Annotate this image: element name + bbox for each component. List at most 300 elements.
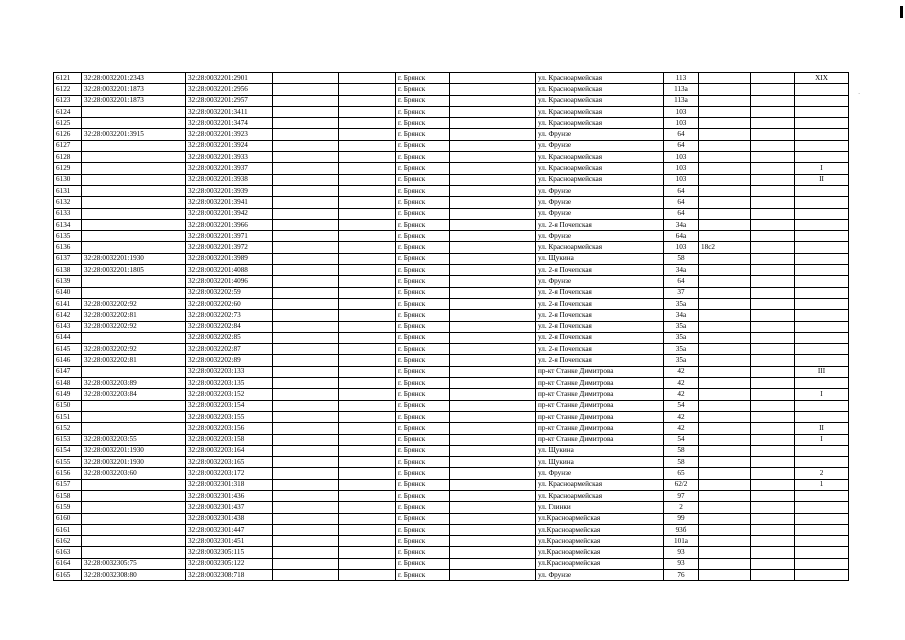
empty-cell-b xyxy=(339,547,396,558)
empty-cell-c xyxy=(450,434,536,445)
row-number-cell: 6158 xyxy=(54,490,82,501)
house-number-cell: 103 xyxy=(664,174,699,185)
parent-cadastral-number-cell: 32:28:0032305:75 xyxy=(82,558,186,569)
cadastral-number-cell: 32:28:0032201:3924 xyxy=(186,140,273,151)
table-row xyxy=(54,321,849,332)
street-cell: ул. Красноармейская xyxy=(536,106,664,117)
table-row xyxy=(54,344,849,355)
row-number-cell: 6123 xyxy=(54,95,82,106)
parent-cadastral-number-cell: 32:28:0032203:55 xyxy=(82,434,186,445)
empty-cell-c xyxy=(450,502,536,513)
parent-cadastral-number-cell: 32:28:0032201:1930 xyxy=(82,445,186,456)
row-number-cell: 6155 xyxy=(54,457,82,468)
empty-cell-c xyxy=(450,95,536,106)
table-row xyxy=(54,479,849,490)
cadastral-number-cell: 32:28:0032308:718 xyxy=(186,570,273,581)
apartment-cell: II xyxy=(795,423,849,434)
parent-cadastral-number-cell xyxy=(82,276,186,287)
cadastral-number-cell: 32:28:0032201:3923 xyxy=(186,129,273,140)
cadastral-number-cell: 32:28:0032203:155 xyxy=(186,411,273,422)
row-number-cell: 6140 xyxy=(54,287,82,298)
empty-cell-c xyxy=(450,152,536,163)
apartment-cell xyxy=(795,490,849,501)
apartment-cell xyxy=(795,253,849,264)
city-cell: г. Брянск xyxy=(396,208,450,219)
table-row xyxy=(54,524,849,535)
city-cell: г. Брянск xyxy=(396,558,450,569)
empty-cell-c xyxy=(450,468,536,479)
table-row xyxy=(54,253,849,264)
empty-cell-a xyxy=(273,95,339,106)
empty-cell-b xyxy=(339,536,396,547)
empty-cell-a xyxy=(273,524,339,535)
empty-cell-d xyxy=(751,129,795,140)
empty-cell-b xyxy=(339,197,396,208)
city-cell: г. Брянск xyxy=(396,310,450,321)
cadastral-number-cell: 32:28:0032203:152 xyxy=(186,389,273,400)
row-number-cell: 6124 xyxy=(54,106,82,117)
cadastral-number-cell: 32:28:0032203:133 xyxy=(186,366,273,377)
building-cell xyxy=(699,400,751,411)
table-row xyxy=(54,73,849,84)
cadastral-number-cell: 32:28:0032201:3942 xyxy=(186,208,273,219)
table-row xyxy=(54,558,849,569)
empty-cell-d xyxy=(751,434,795,445)
house-number-cell: 64а xyxy=(664,231,699,242)
table-row xyxy=(54,355,849,366)
empty-cell-b xyxy=(339,95,396,106)
empty-cell-a xyxy=(273,332,339,343)
parent-cadastral-number-cell xyxy=(82,479,186,490)
house-number-cell: 113а xyxy=(664,95,699,106)
row-number-cell: 6160 xyxy=(54,513,82,524)
city-cell: г. Брянск xyxy=(396,321,450,332)
apartment-cell: XIX xyxy=(795,73,849,84)
apartment-cell xyxy=(795,118,849,129)
building-cell xyxy=(699,389,751,400)
house-number-cell: 76 xyxy=(664,570,699,581)
cadastral-number-cell: 32:28:0032202:73 xyxy=(186,310,273,321)
empty-cell-d xyxy=(751,140,795,151)
empty-cell-d xyxy=(751,355,795,366)
parent-cadastral-number-cell xyxy=(82,502,186,513)
empty-cell-a xyxy=(273,242,339,253)
building-cell xyxy=(699,118,751,129)
empty-cell-a xyxy=(273,231,339,242)
street-cell: ул. Красноармейская xyxy=(536,84,664,95)
table-row xyxy=(54,140,849,151)
empty-cell-c xyxy=(450,423,536,434)
street-cell: ул. Красноармейская xyxy=(536,152,664,163)
parent-cadastral-number-cell xyxy=(82,332,186,343)
apartment-cell xyxy=(795,558,849,569)
cadastral-number-cell: 32:28:0032201:2957 xyxy=(186,95,273,106)
street-cell: ул. 2-я Почепская xyxy=(536,219,664,230)
street-cell: ул. Красноармейская xyxy=(536,242,664,253)
parent-cadastral-number-cell: 32:28:0032308:80 xyxy=(82,570,186,581)
city-cell: г. Брянск xyxy=(396,197,450,208)
row-number-cell: 6148 xyxy=(54,378,82,389)
city-cell: г. Брянск xyxy=(396,513,450,524)
house-number-cell: 97 xyxy=(664,490,699,501)
house-number-cell: 65 xyxy=(664,468,699,479)
street-cell: ул. 2-я Почепская xyxy=(536,344,664,355)
parent-cadastral-number-cell: 32:28:0032201:1930 xyxy=(82,457,186,468)
empty-cell-d xyxy=(751,366,795,377)
apartment-cell xyxy=(795,84,849,95)
house-number-cell: 58 xyxy=(664,253,699,264)
street-cell: ул. Красноармейская xyxy=(536,174,664,185)
apartment-cell xyxy=(795,536,849,547)
empty-cell-d xyxy=(751,242,795,253)
empty-cell-d xyxy=(751,321,795,332)
row-number-cell: 6137 xyxy=(54,253,82,264)
row-number-cell: 6130 xyxy=(54,174,82,185)
row-number-cell: 6159 xyxy=(54,502,82,513)
empty-cell-d xyxy=(751,174,795,185)
cadastral-number-cell: 32:28:0032201:3933 xyxy=(186,152,273,163)
street-cell: пр-кт Станке Димитрова xyxy=(536,378,664,389)
row-number-cell: 6131 xyxy=(54,185,82,196)
table-row xyxy=(54,513,849,524)
city-cell: г. Брянск xyxy=(396,445,450,456)
empty-cell-d xyxy=(751,423,795,434)
cadastral-number-cell: 32:28:0032305:122 xyxy=(186,558,273,569)
empty-cell-a xyxy=(273,479,339,490)
building-cell xyxy=(699,298,751,309)
city-cell: г. Брянск xyxy=(396,231,450,242)
building-cell xyxy=(699,332,751,343)
empty-cell-a xyxy=(273,502,339,513)
empty-cell-b xyxy=(339,445,396,456)
house-number-cell: 35а xyxy=(664,355,699,366)
empty-cell-b xyxy=(339,253,396,264)
house-number-cell: 64 xyxy=(664,129,699,140)
row-number-cell: 6161 xyxy=(54,524,82,535)
parent-cadastral-number-cell xyxy=(82,366,186,377)
empty-cell-b xyxy=(339,231,396,242)
empty-cell-d xyxy=(751,536,795,547)
city-cell: г. Брянск xyxy=(396,536,450,547)
apartment-cell: 2 xyxy=(795,468,849,479)
apartment-cell xyxy=(795,457,849,468)
empty-cell-b xyxy=(339,502,396,513)
empty-cell-c xyxy=(450,118,536,129)
city-cell: г. Брянск xyxy=(396,366,450,377)
apartment-cell xyxy=(795,95,849,106)
street-cell: пр-кт Станке Димитрова xyxy=(536,434,664,445)
street-cell: ул.Красноармейская xyxy=(536,536,664,547)
city-cell: г. Брянск xyxy=(396,389,450,400)
empty-cell-b xyxy=(339,389,396,400)
empty-cell-d xyxy=(751,219,795,230)
house-number-cell: 103 xyxy=(664,163,699,174)
building-cell xyxy=(699,502,751,513)
empty-cell-b xyxy=(339,570,396,581)
street-cell: ул. Красноармейская xyxy=(536,73,664,84)
cadastral-number-cell: 32:28:0032203:156 xyxy=(186,423,273,434)
empty-cell-c xyxy=(450,208,536,219)
row-number-cell: 6162 xyxy=(54,536,82,547)
house-number-cell: 37 xyxy=(664,287,699,298)
row-number-cell: 6134 xyxy=(54,219,82,230)
empty-cell-c xyxy=(450,242,536,253)
parent-cadastral-number-cell: 32:28:0032201:1930 xyxy=(82,253,186,264)
parent-cadastral-number-cell: 32:28:0032202:81 xyxy=(82,310,186,321)
parent-cadastral-number-cell xyxy=(82,185,186,196)
empty-cell-a xyxy=(273,163,339,174)
table-row xyxy=(54,445,849,456)
cadastral-number-cell: 32:28:0032202:60 xyxy=(186,298,273,309)
parent-cadastral-number-cell xyxy=(82,152,186,163)
building-cell xyxy=(699,276,751,287)
house-number-cell: 113 xyxy=(664,73,699,84)
row-number-cell: 6136 xyxy=(54,242,82,253)
empty-cell-d xyxy=(751,231,795,242)
empty-cell-b xyxy=(339,276,396,287)
house-number-cell: 93б xyxy=(664,524,699,535)
empty-cell-c xyxy=(450,287,536,298)
row-number-cell: 6163 xyxy=(54,547,82,558)
cadastral-number-cell: 32:28:0032201:3411 xyxy=(186,106,273,117)
apartment-cell xyxy=(795,378,849,389)
cadastral-number-cell: 32:28:0032201:3971 xyxy=(186,231,273,242)
table-row xyxy=(54,490,849,501)
apartment-cell: I xyxy=(795,163,849,174)
parent-cadastral-number-cell xyxy=(82,411,186,422)
house-number-cell: 42 xyxy=(664,411,699,422)
city-cell: г. Брянск xyxy=(396,73,450,84)
empty-cell-d xyxy=(751,524,795,535)
empty-cell-d xyxy=(751,479,795,490)
building-cell xyxy=(699,310,751,321)
street-cell: ул. Красноармейская xyxy=(536,490,664,501)
row-number-cell: 6144 xyxy=(54,332,82,343)
city-cell: г. Брянск xyxy=(396,185,450,196)
street-cell: ул. Фрунзе xyxy=(536,185,664,196)
empty-cell-d xyxy=(751,106,795,117)
row-number-cell: 6129 xyxy=(54,163,82,174)
empty-cell-d xyxy=(751,197,795,208)
scan-speck: · xyxy=(858,90,861,98)
building-cell xyxy=(699,344,751,355)
house-number-cell: 2 xyxy=(664,502,699,513)
empty-cell-a xyxy=(273,513,339,524)
empty-cell-a xyxy=(273,558,339,569)
empty-cell-c xyxy=(450,570,536,581)
street-cell: ул. Фрунзе xyxy=(536,129,664,140)
empty-cell-d xyxy=(751,513,795,524)
empty-cell-c xyxy=(450,129,536,140)
parent-cadastral-number-cell: 32:28:0032201:1873 xyxy=(82,95,186,106)
city-cell: г. Брянск xyxy=(396,140,450,151)
apartment-cell xyxy=(795,185,849,196)
parent-cadastral-number-cell xyxy=(82,231,186,242)
city-cell: г. Брянск xyxy=(396,547,450,558)
apartment-cell xyxy=(795,152,849,163)
city-cell: г. Брянск xyxy=(396,457,450,468)
empty-cell-b xyxy=(339,219,396,230)
row-number-cell: 6135 xyxy=(54,231,82,242)
empty-cell-b xyxy=(339,344,396,355)
building-cell xyxy=(699,558,751,569)
street-cell: ул.Красноармейская xyxy=(536,513,664,524)
empty-cell-b xyxy=(339,434,396,445)
empty-cell-c xyxy=(450,547,536,558)
empty-cell-a xyxy=(273,389,339,400)
building-cell xyxy=(699,197,751,208)
apartment-cell xyxy=(795,276,849,287)
house-number-cell: 54 xyxy=(664,434,699,445)
empty-cell-a xyxy=(273,208,339,219)
street-cell: пр-кт Станке Димитрова xyxy=(536,389,664,400)
building-cell xyxy=(699,524,751,535)
parent-cadastral-number-cell xyxy=(82,242,186,253)
street-cell: ул. Фрунзе xyxy=(536,197,664,208)
table-row xyxy=(54,219,849,230)
empty-cell-c xyxy=(450,378,536,389)
city-cell: г. Брянск xyxy=(396,479,450,490)
table-row xyxy=(54,95,849,106)
empty-cell-d xyxy=(751,411,795,422)
street-cell: ул. 2-я Почепская xyxy=(536,287,664,298)
empty-cell-a xyxy=(273,423,339,434)
cadastral-number-cell: 32:28:0032201:2956 xyxy=(186,84,273,95)
house-number-cell: 93 xyxy=(664,547,699,558)
building-cell xyxy=(699,378,751,389)
empty-cell-a xyxy=(273,378,339,389)
table-row xyxy=(54,276,849,287)
building-cell xyxy=(699,73,751,84)
row-number-cell: 6121 xyxy=(54,73,82,84)
cadastral-number-cell: 32:28:0032203:172 xyxy=(186,468,273,479)
apartment-cell: I xyxy=(795,434,849,445)
empty-cell-d xyxy=(751,253,795,264)
street-cell: ул. Фрунзе xyxy=(536,140,664,151)
parent-cadastral-number-cell xyxy=(82,208,186,219)
empty-cell-b xyxy=(339,208,396,219)
city-cell: г. Брянск xyxy=(396,332,450,343)
row-number-cell: 6141 xyxy=(54,298,82,309)
empty-cell-d xyxy=(751,570,795,581)
cadastral-number-cell: 32:28:0032202:85 xyxy=(186,332,273,343)
table-row xyxy=(54,310,849,321)
house-number-cell: 64 xyxy=(664,185,699,196)
cadastral-number-cell: 32:28:0032305:115 xyxy=(186,547,273,558)
apartment-cell: II xyxy=(795,174,849,185)
parent-cadastral-number-cell xyxy=(82,547,186,558)
city-cell: г. Брянск xyxy=(396,355,450,366)
parent-cadastral-number-cell xyxy=(82,490,186,501)
street-cell: ул. Фрунзе xyxy=(536,231,664,242)
building-cell xyxy=(699,129,751,140)
city-cell: г. Брянск xyxy=(396,570,450,581)
empty-cell-b xyxy=(339,73,396,84)
apartment-cell xyxy=(795,344,849,355)
city-cell: г. Брянск xyxy=(396,502,450,513)
empty-cell-c xyxy=(450,185,536,196)
empty-cell-c xyxy=(450,197,536,208)
apartment-cell xyxy=(795,208,849,219)
empty-cell-d xyxy=(751,490,795,501)
street-cell: ул. 2-я Почепская xyxy=(536,265,664,276)
city-cell: г. Брянск xyxy=(396,287,450,298)
cadastral-number-cell: 32:28:0032203:154 xyxy=(186,400,273,411)
parent-cadastral-number-cell xyxy=(82,287,186,298)
row-number-cell: 6138 xyxy=(54,265,82,276)
city-cell: г. Брянск xyxy=(396,490,450,501)
empty-cell-c xyxy=(450,558,536,569)
empty-cell-c xyxy=(450,344,536,355)
empty-cell-b xyxy=(339,152,396,163)
parent-cadastral-number-cell xyxy=(82,536,186,547)
row-number-cell: 6164 xyxy=(54,558,82,569)
apartment-cell xyxy=(795,242,849,253)
row-number-cell: 6146 xyxy=(54,355,82,366)
street-cell: ул. 2-я Почепская xyxy=(536,310,664,321)
empty-cell-c xyxy=(450,457,536,468)
empty-cell-b xyxy=(339,378,396,389)
cadastral-number-cell: 32:28:0032201:4088 xyxy=(186,265,273,276)
empty-cell-b xyxy=(339,411,396,422)
empty-cell-c xyxy=(450,174,536,185)
building-cell xyxy=(699,140,751,151)
empty-cell-c xyxy=(450,490,536,501)
table-row xyxy=(54,231,849,242)
street-cell: ул. Красноармейская xyxy=(536,163,664,174)
empty-cell-a xyxy=(273,298,339,309)
apartment-cell xyxy=(795,106,849,117)
city-cell: г. Брянск xyxy=(396,378,450,389)
empty-cell-d xyxy=(751,378,795,389)
empty-cell-d xyxy=(751,332,795,343)
empty-cell-a xyxy=(273,445,339,456)
row-number-cell: 6127 xyxy=(54,140,82,151)
building-cell xyxy=(699,570,751,581)
empty-cell-c xyxy=(450,276,536,287)
apartment-cell xyxy=(795,547,849,558)
house-number-cell: 42 xyxy=(664,366,699,377)
row-number-cell: 6154 xyxy=(54,445,82,456)
parent-cadastral-number-cell: 32:28:0032202:81 xyxy=(82,355,186,366)
empty-cell-a xyxy=(273,140,339,151)
empty-cell-c xyxy=(450,73,536,84)
row-number-cell: 6157 xyxy=(54,479,82,490)
empty-cell-a xyxy=(273,219,339,230)
apartment-cell xyxy=(795,197,849,208)
empty-cell-d xyxy=(751,84,795,95)
cadastral-number-cell: 32:28:0032202:89 xyxy=(186,355,273,366)
row-number-cell: 6152 xyxy=(54,423,82,434)
street-cell: ул. 2-я Почепская xyxy=(536,321,664,332)
table-row xyxy=(54,265,849,276)
cadastral-number-cell: 32:28:0032201:3939 xyxy=(186,185,273,196)
empty-cell-d xyxy=(751,265,795,276)
registry-table-body xyxy=(54,73,849,581)
empty-cell-d xyxy=(751,344,795,355)
house-number-cell: 103 xyxy=(664,242,699,253)
street-cell: пр-кт Станке Димитрова xyxy=(536,423,664,434)
empty-cell-c xyxy=(450,140,536,151)
cadastral-number-cell: 32:28:0032203:135 xyxy=(186,378,273,389)
empty-cell-d xyxy=(751,457,795,468)
house-number-cell: 58 xyxy=(664,445,699,456)
parent-cadastral-number-cell: 32:28:0032201:3915 xyxy=(82,129,186,140)
house-number-cell: 35а xyxy=(664,332,699,343)
parent-cadastral-number-cell: 32:28:0032201:2343 xyxy=(82,73,186,84)
empty-cell-c xyxy=(450,366,536,377)
street-cell: пр-кт Станке Димитрова xyxy=(536,366,664,377)
